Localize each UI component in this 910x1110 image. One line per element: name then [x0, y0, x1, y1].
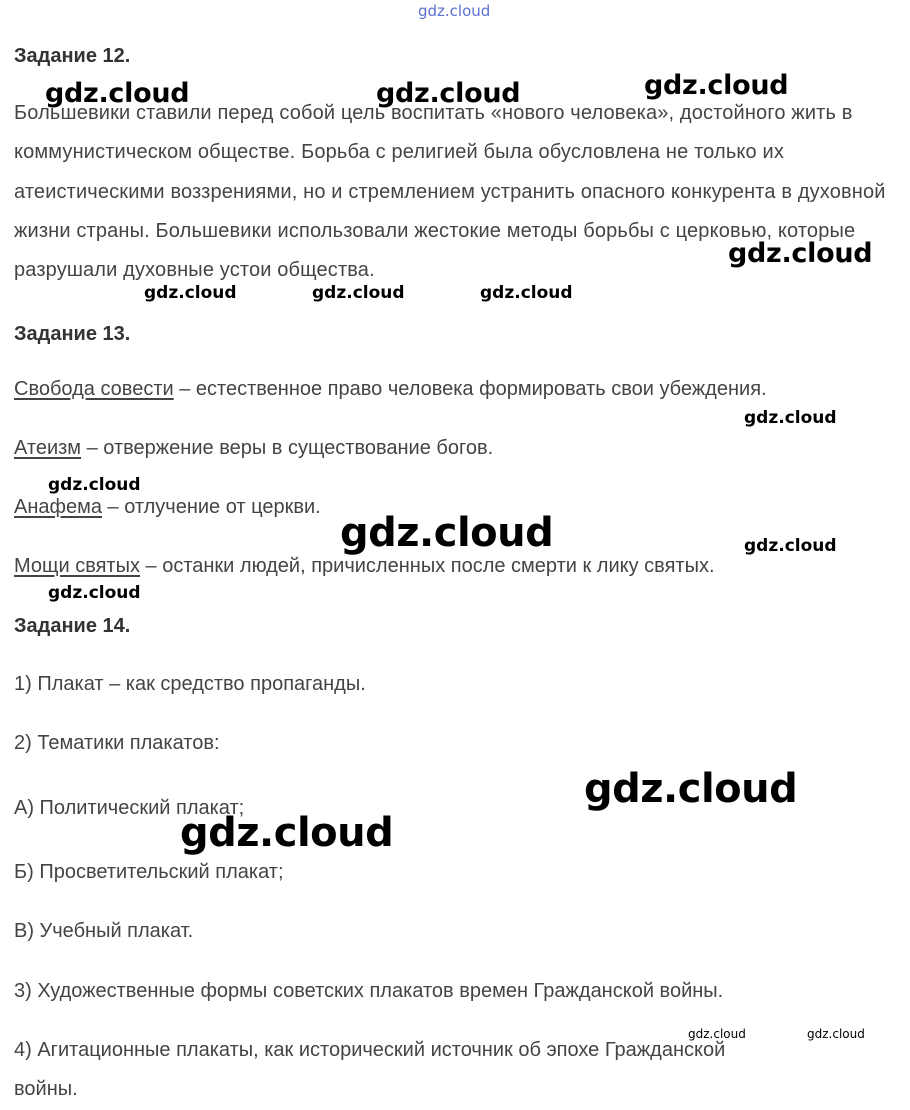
term-freedom-of-conscience: Свобода совести — [14, 378, 174, 400]
watermark: gdz.cloud — [744, 408, 837, 428]
term-anathema: Анафема — [14, 496, 102, 518]
task-14-line: 1) Плакат – как средство пропаганды. — [14, 673, 366, 695]
watermark: gdz.cloud — [807, 1027, 865, 1041]
watermark: gdz.cloud — [688, 1027, 746, 1041]
watermark: gdz.cloud — [48, 475, 141, 495]
watermark: gdz.cloud — [180, 810, 394, 856]
task-14-line: В) Учебный плакат. — [14, 920, 194, 942]
task-12-heading: Задание 12. — [14, 45, 131, 67]
definition-text: – останки людей, причисленных после смерти к лику святых. — [139, 555, 715, 577]
task-14-line: Б) Просветительский плакат; — [14, 861, 284, 883]
watermark: gdz.cloud — [376, 78, 521, 109]
task-12-text: Большевики ставили перед собой цель воспитать «нового человека», достойного жить в коммунистическом обществе. Борьба с религией была обусловлена не только их атеистическими воззрениями, но и стремлением устранить опасного конкурента в духовной жизни страны. Большевики использовали жестокие методы борьбы с церковью, которые разрушали духовные устои общества. — [14, 102, 886, 282]
task-14-line: войны. — [14, 1078, 78, 1100]
task-14-line: 3) Художественные формы советских плакатов времен Гражданской войны. — [14, 980, 724, 1002]
watermark: gdz.cloud — [644, 70, 789, 101]
watermark: gdz.cloud — [144, 283, 237, 303]
watermark: gdz.cloud — [340, 510, 554, 556]
task-14-heading: Задание 14. — [14, 615, 131, 637]
task-14-line: А) Политический плакат; — [14, 797, 245, 819]
watermark: gdz.cloud — [312, 283, 405, 303]
watermark: gdz.cloud — [45, 78, 190, 109]
watermark: gdz.cloud — [584, 766, 798, 812]
watermark: gdz.cloud — [48, 583, 141, 603]
definition-text: – естественное право человека формировать свои убеждения. — [173, 378, 767, 400]
term-atheism: Атеизм — [14, 437, 82, 459]
task-13-heading: Задание 13. — [14, 323, 131, 345]
definition-text: – отвержение веры в существование богов. — [81, 437, 494, 459]
watermark: gdz.cloud — [728, 238, 873, 269]
watermark-top: gdz.cloud — [418, 2, 491, 20]
task-14-line: 4) Агитационные плакаты, как исторический источник об эпохе Гражданской — [14, 1039, 726, 1061]
definition-anathema — [14, 496, 321, 519]
definition-relics — [14, 555, 715, 578]
term-relics: Мощи святых — [14, 555, 140, 577]
definition-freedom-of-conscience — [14, 378, 767, 401]
definition-text: – отлучение от церкви. — [101, 496, 321, 518]
watermark: gdz.cloud — [480, 283, 573, 303]
definition-atheism — [14, 437, 493, 460]
task-14-line: 2) Тематики плакатов: — [14, 732, 220, 754]
watermark: gdz.cloud — [744, 536, 837, 556]
